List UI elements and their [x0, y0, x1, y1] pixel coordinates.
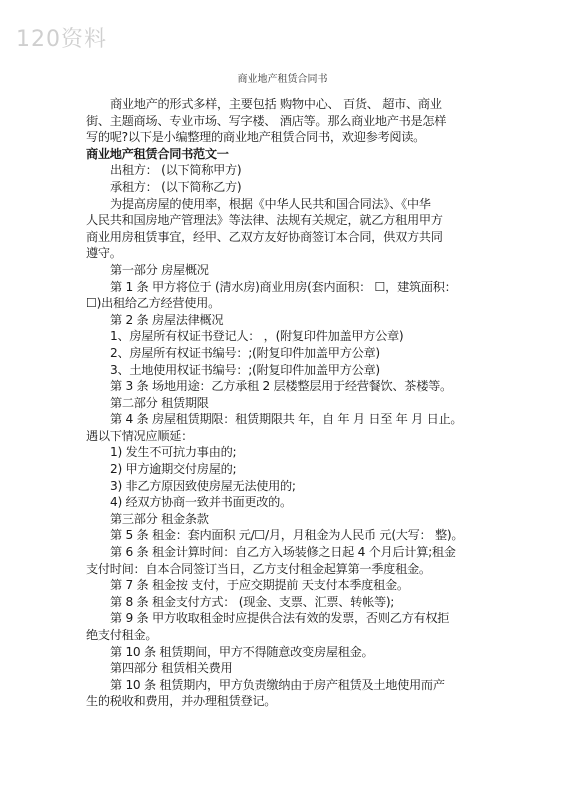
text-line: 写的呢?以下是小编整理的商业地产租赁合同书，欢迎参考阅读。 [86, 130, 426, 145]
text-line: 第 7 条 租金按 支付，于应交期提前 天支付本季度租金。 [110, 578, 409, 593]
text-line: 商业用房租赁事宜，经甲、乙双方友好协商签订本合同，供双方共同 [86, 229, 443, 244]
text-line: 第 3 条 场地用途：乙方承租 2 层楼整层用于经营餐饮、茶楼等。 [110, 379, 452, 394]
text-line: 遇以下情况应顺延： [86, 428, 193, 443]
text-line: 第三部分 租金条款 [110, 511, 209, 526]
text-line: 第 10 条 租赁期内，甲方负责缴纳由于房产租赁及土地使用而产 [110, 677, 445, 692]
text-line: 3、土地使用权证书编号：;(附复印件加盖甲方公章) [110, 362, 380, 377]
text-line: 遵守。 [86, 246, 122, 261]
watermark: 120资料 [16, 27, 107, 52]
text-line: 第二部分 租赁期限 [110, 395, 209, 410]
text-line: 第 5 条 租金：套内面积 元/☐/月，月租金为人民币 元(大写： 整)。 [110, 528, 464, 543]
text-line: 2、房屋所有权证书编号：;(附复印件加盖甲方公章) [110, 345, 380, 360]
document-title: 商业地产租赁合同书 [237, 74, 328, 85]
text-line: 人民共和国房地产管理法》等法律、法规有关规定，就乙方租用甲方 [86, 213, 443, 228]
text-line: 生的税收和费用，并办理租赁登记。 [86, 694, 277, 709]
text-line: 第 8 条 租金支付方式： (现金、支票、汇票、转帐等); [110, 594, 395, 609]
text-line: 第一部分 房屋概况 [110, 262, 209, 277]
text-line: 第 2 条 房屋法律概况 [110, 312, 224, 327]
text-line: 承租方： (以下简称乙方) [110, 179, 242, 194]
text-line: 第 9 条 甲方收取租金时应提供合法有效的发票，否则乙方有权拒 [110, 611, 450, 626]
text-line: 第四部分 租赁相关费用 [110, 661, 233, 676]
text-line: 4) 经双方协商一致并书面更改的。 [110, 495, 292, 510]
text-line: ☐)出租给乙方经营使用。 [86, 296, 220, 311]
text-line: 支付时间：自本合同签订当日，乙方支付租金起算第一季度租金。 [86, 561, 431, 576]
text-line: 2) 甲方逾期交付房屋的; [110, 462, 237, 477]
text-line: 商业地产租赁合同书范文一 [86, 146, 229, 161]
text-line: 第 1 条 甲方将位于 (清水房)商业用房(套内面积： ☐，建筑面积： [110, 279, 457, 294]
text-line: 为提高房屋的使用率，根据《中华人民共和国合同法》、《中华 [110, 196, 431, 211]
text-line: 第 6 条 租金计算时间：自乙方入场装修之日起 4 个月后计算;租金 [110, 545, 456, 560]
text-line: 3) 非乙方原因致使房屋无法使用的; [110, 478, 296, 493]
text-line: 出租方： (以下简称甲方) [110, 163, 242, 178]
text-line: 第 10 条 租赁期间，甲方不得随意改变房屋租金。 [110, 644, 374, 659]
text-line: 1、房屋所有权证书登记人： ，(附复印件加盖甲方公章) [110, 329, 404, 344]
text-line: 绝支付租金。 [86, 628, 158, 642]
text-line: 第 4 条 房屋租赁期限：租赁期限共 年，自 年 月 日至 年 月 日止。 [110, 412, 463, 427]
text-line: 1) 发生不可抗力事由的; [110, 445, 237, 460]
document-body [86, 96, 486, 710]
text-line: 商业地产的形式多样，主要包括 购物中心、 百货、 超市、商业 [110, 97, 442, 111]
text-line: 街、主题商场、专业市场、写字楼、 酒店等。那么商业地产书是怎样 [86, 113, 447, 128]
